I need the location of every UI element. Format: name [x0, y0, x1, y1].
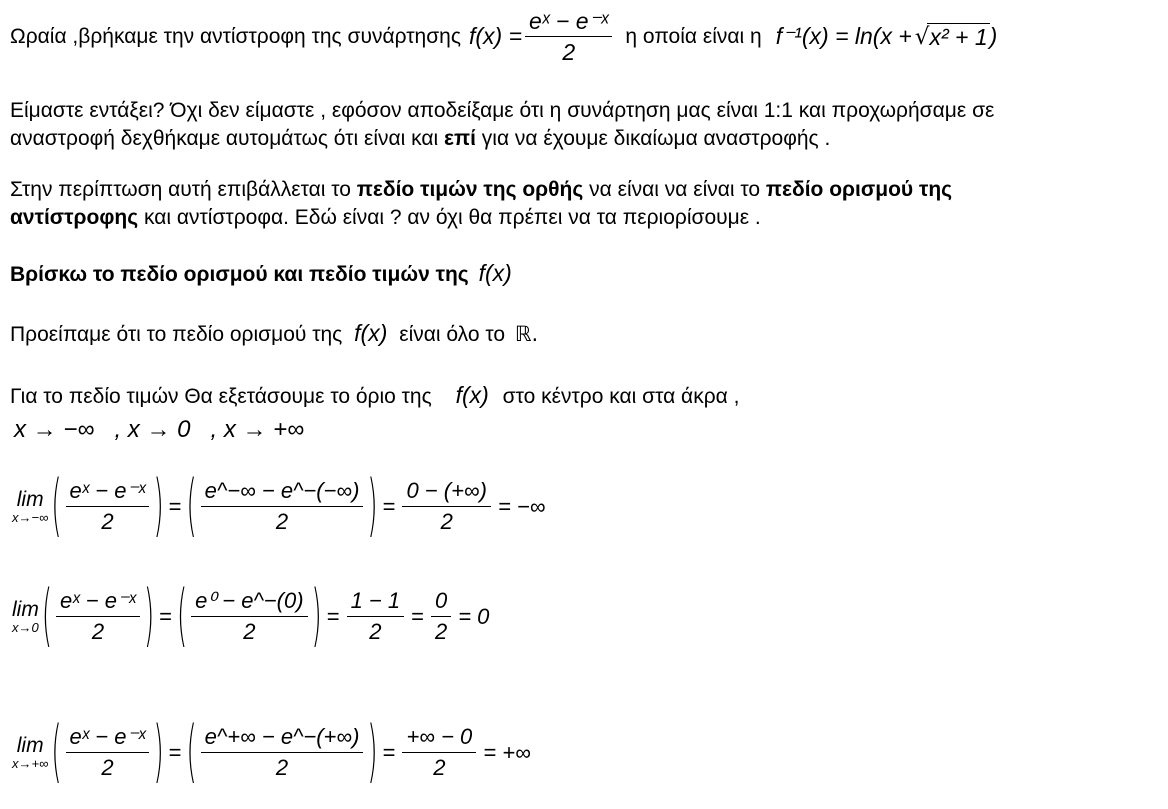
- evaluated-fraction: [399, 724, 479, 781]
- limit-operator: [12, 599, 39, 635]
- paragraph-line: [10, 176, 952, 204]
- fraction-numerator: eˣ − e⁻ˣ: [66, 724, 150, 753]
- fraction-denominator: 2: [91, 619, 105, 644]
- domain-text-after: είναι όλο το: [399, 323, 506, 346]
- limit-row-zero: [12, 577, 490, 656]
- fraction-denominator: 2: [101, 509, 114, 534]
- left-paren: (: [51, 467, 62, 546]
- intro-middle-text: η οποία είναι η: [625, 24, 762, 48]
- fraction-numerator: 1 − 1: [347, 588, 405, 617]
- limit-row-plus-infinity: [12, 713, 531, 792]
- equals-sign: =: [159, 603, 172, 629]
- lim-subscript: x→+∞: [12, 755, 49, 771]
- sqrt-sign: √: [914, 23, 930, 50]
- lim-subscript: x→0: [12, 619, 39, 635]
- left-paren: (: [186, 467, 197, 546]
- limit-operator: [12, 489, 48, 525]
- limit-result: = +∞: [483, 739, 531, 765]
- paragraph-text: να είναι να είναι το: [589, 178, 761, 201]
- equals-sign: =: [411, 603, 424, 629]
- reals-symbol: ℝ.: [514, 322, 539, 346]
- left-paren: (: [41, 577, 52, 656]
- fraction-numerator: eˣ − e⁻ˣ: [66, 478, 150, 507]
- paragraph-line: [10, 204, 952, 232]
- f-definition-lhs: f(x) =: [468, 23, 522, 49]
- lim-word: lim: [12, 597, 39, 621]
- f-numerator: eˣ − e⁻ˣ: [525, 8, 612, 37]
- right-paren: ): [367, 713, 378, 792]
- domain-line: [10, 320, 538, 347]
- limit-operator: [12, 735, 48, 771]
- evaluated-fraction: [344, 588, 408, 645]
- right-paren: ): [153, 467, 164, 546]
- f-definition-fraction: [522, 8, 615, 65]
- function-fraction: [63, 724, 153, 781]
- fraction-numerator: e⁰ − e^−(0): [191, 588, 307, 617]
- limit-row-minus-infinity: [12, 467, 546, 546]
- fraction-numerator: e^+∞ − e^−(+∞): [201, 724, 364, 753]
- f-denominator: 2: [562, 39, 576, 65]
- bold-term: πεδίο ορισμού της: [765, 178, 953, 201]
- substituted-fraction: [198, 478, 367, 535]
- right-paren: ): [367, 467, 378, 546]
- heading-text: Βρίσκω το πεδίο ορισμού και πεδίο τιμών της: [10, 263, 469, 286]
- fraction-numerator: 0: [431, 588, 451, 617]
- paragraph-text: αναστροφή δεχθήκαμε αυτομάτως ότι είναι και: [10, 127, 439, 150]
- range-text-after: στο κέντρο και στα άκρα ,: [502, 385, 740, 408]
- bold-term: επί: [444, 127, 476, 150]
- lim-word: lim: [16, 487, 44, 511]
- bold-term: πεδίο τιμών της ορθής: [356, 178, 584, 201]
- function-fraction: [63, 478, 153, 535]
- lim-word: lim: [16, 733, 44, 757]
- substituted-fraction: [188, 588, 310, 645]
- inverse-radicand: x² + 1: [929, 23, 988, 50]
- inverse-lhs: f⁻¹(x) = ln(x +: [775, 23, 912, 49]
- paragraph-line: [10, 125, 994, 153]
- equals-sign: =: [168, 739, 182, 765]
- left-paren: (: [186, 713, 197, 792]
- fraction-denominator: 2: [275, 509, 289, 534]
- equals-sign: =: [326, 603, 340, 629]
- bold-term: αντίστροφης: [10, 206, 139, 229]
- fraction-denominator: 2: [369, 619, 382, 644]
- range-text: Για το πεδίο τιμών Θα εξετάσουμε το όριο της: [10, 385, 432, 408]
- substituted-fraction: [198, 724, 367, 781]
- equals-sign: =: [382, 739, 396, 765]
- equals-sign: =: [168, 493, 182, 519]
- evaluated-fraction: [399, 478, 494, 535]
- domain-text: Προείπαμε ότι το πεδίο ορισμού της: [10, 323, 343, 346]
- paragraph-line: Είμαστε εντάξει? Όχι δεν είμαστε , εφόσον αποδείξαμε ότι η συνάρτηση μας είναι 1:1 και προχωρήσαμε σε: [10, 99, 995, 122]
- section-heading: [10, 260, 512, 287]
- simplified-fraction: [428, 588, 454, 645]
- intro-text: Ωραία ,βρήκαμε την αντίστροφη της συνάρτησης: [10, 24, 461, 48]
- fraction-denominator: 2: [434, 619, 448, 644]
- fraction-numerator: eˣ − e⁻ˣ: [56, 588, 140, 617]
- paragraph-bijection: [10, 97, 994, 153]
- left-paren: (: [51, 713, 62, 792]
- fraction-denominator: 2: [101, 755, 114, 780]
- fraction-denominator: 2: [275, 755, 289, 780]
- fraction-denominator: 2: [433, 755, 446, 780]
- fraction-denominator: 2: [243, 619, 256, 644]
- paragraph-condition: [10, 176, 952, 232]
- limit-result: = 0: [458, 603, 490, 629]
- limit-cases: x → −∞ , x → 0 , x → +∞: [14, 416, 305, 443]
- range-fx: f(x): [455, 382, 489, 408]
- right-paren: ): [143, 577, 155, 656]
- left-paren: (: [176, 577, 188, 656]
- function-fraction: [53, 588, 143, 645]
- paragraph-text: Στην περίπτωση αυτή επιβάλλεται το: [10, 178, 351, 201]
- intro-line: [10, 8, 997, 65]
- right-paren: ): [153, 713, 164, 792]
- domain-fx: f(x): [354, 320, 388, 346]
- fraction-numerator: 0 − (+∞): [402, 478, 491, 507]
- fraction-denominator: 2: [440, 509, 453, 534]
- paragraph-text: για να έχουμε δικαίωμα αναστροφής .: [475, 127, 831, 150]
- range-line: [10, 382, 739, 409]
- paragraph-text: και αντίστροφα. Εδώ είναι ? αν όχι θα πρέπει να τα περιορίσουμε .: [143, 206, 761, 229]
- fraction-numerator: +∞ − 0: [402, 724, 476, 753]
- limit-result: = −∞: [497, 493, 546, 519]
- lim-subscript: x→−∞: [12, 509, 49, 525]
- right-paren: ): [311, 577, 322, 656]
- equals-sign: =: [382, 493, 396, 519]
- fraction-numerator: e^−∞ − e^−(−∞): [201, 478, 364, 507]
- heading-fx: f(x): [478, 260, 512, 286]
- inverse-close: ): [989, 23, 998, 49]
